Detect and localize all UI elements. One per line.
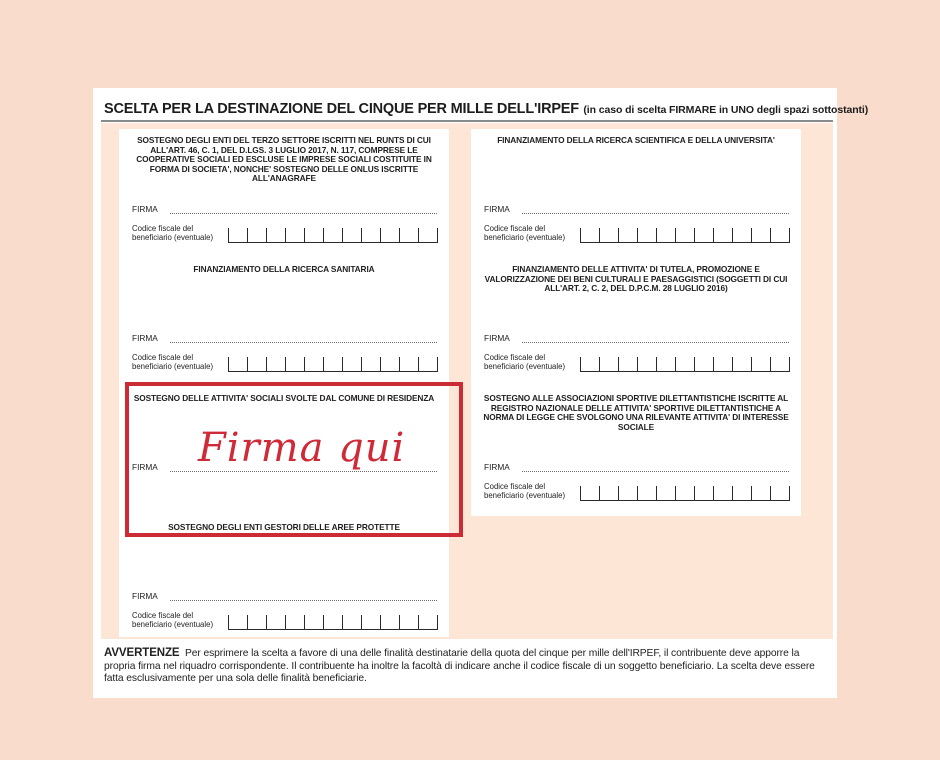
tax-code-row (132, 611, 437, 633)
signature-field[interactable] (132, 333, 437, 345)
firma-label: FIRMA (484, 333, 510, 343)
signature-field[interactable] (132, 591, 437, 603)
tax-code-label: Codice fiscale del beneficiario (eventuale) (132, 224, 214, 242)
warning-note (104, 647, 829, 686)
box-ricerca-sanitaria (119, 258, 449, 387)
box-title: FINANZIAMENTO DELLA RICERCA SCIENTIFICA E DELLA UNIVERSITA' (497, 135, 775, 145)
signature-line[interactable] (522, 342, 789, 343)
form-title-note: (in caso di scelta FIRMARE in UNO degli spazi sottostanti) (583, 104, 869, 116)
tax-code-row (132, 353, 437, 375)
signature-line[interactable] (170, 342, 437, 343)
tax-code-cells[interactable] (228, 615, 438, 630)
firma-label: FIRMA (132, 333, 158, 343)
tax-code-label: Codice fiscale del beneficiario (eventuale) (484, 224, 566, 242)
signature-line[interactable] (522, 213, 789, 214)
tax-code-cells[interactable] (580, 357, 790, 372)
firma-label: FIRMA (484, 204, 510, 214)
tax-code-label: Codice fiscale del beneficiario (eventuale) (132, 611, 214, 629)
tax-code-row (484, 353, 789, 375)
box-ricerca-scientifica (471, 129, 801, 258)
box-beni-culturali (471, 258, 801, 387)
box-associazioni-sportive (471, 387, 801, 516)
box-title: SOSTEGNO DEGLI ENTI GESTORI DELLE AREE PROTETTE (168, 522, 400, 532)
signature-line[interactable] (170, 600, 437, 601)
firma-label: FIRMA (484, 462, 510, 472)
form-title-main: SCELTA PER LA DESTINAZIONE DEL CINQUE PER MILLE DELL'IRPEF (104, 101, 579, 117)
tax-code-label: Codice fiscale del beneficiario (eventuale) (484, 353, 566, 371)
box-title: SOSTEGNO ALLE ASSOCIAZIONI SPORTIVE DILETTANTISTICHE ISCRITTE AL REGISTRO NAZIONALE DELLE ATTIVITA' SPORTIVE DILETTANTISTICHE A NORMA DI LEGGE CHE SVOLGONO UNA RILEVANTE ATTIVITA' DI INTERESSE SOCIALE (483, 393, 789, 432)
sign-here-annotation: Firma qui (198, 425, 406, 471)
tax-code-row (484, 224, 789, 246)
signature-field[interactable] (484, 333, 789, 345)
tax-code-cells[interactable] (228, 357, 438, 372)
box-title: FINANZIAMENTO DELLE ATTIVITA' DI TUTELA, PROMOZIONE E VALORIZZAZIONE DEI BENI CULTURALI E PAESAGGISTICI (SOGGETTI DI CUI ALL'ART. 2, C. 2, DEL D.P.C.M. 28 LUGLIO 2016) (484, 264, 788, 293)
box-title: FINANZIAMENTO DELLA RICERCA SANITARIA (193, 264, 375, 274)
box-title: SOSTEGNO DEGLI ENTI DEL TERZO SETTORE ISCRITTI NEL RUNTS DI CUI ALL'ART. 46, C. 1, DEL D.LGS. 3 LUGLIO 2017, N. 117, COMPRESE LE COOPERATIVE SOCIALI ED ESCLUSE LE IMPRESE SOCIALI COSTITUITE IN FORMA DI SOCIETA', NONCHE' SOSTEGNO DELLE ONLUS ISCRITTE ALL'ANAGRAFE (136, 135, 432, 183)
tax-code-label: Codice fiscale del beneficiario (eventuale) (484, 482, 566, 500)
title-rule (101, 120, 833, 122)
warning-head: AVVERTENZE (104, 647, 180, 659)
tax-code-cells[interactable] (580, 486, 790, 501)
firma-label: FIRMA (132, 591, 158, 601)
tax-code-label: Codice fiscale del beneficiario (eventuale) (132, 353, 214, 371)
signature-line[interactable] (522, 471, 789, 472)
box-title: SOSTEGNO DELLE ATTIVITA' SOCIALI SVOLTE DAL COMUNE DI RESIDENZA (133, 393, 435, 403)
firma-label: FIRMA (132, 462, 158, 472)
tax-code-row (484, 482, 789, 504)
tax-code-row (132, 224, 437, 246)
warning-text: Per esprimere la scelta a favore di una delle finalità destinatarie della quota del cinque per mille dell'IRPEF, il contribuente deve apporre la propria firma nel riquadro corrispondente. Il contribuente ha inoltre la facoltà di indicare anche il codice fiscale di un soggetto beneficiario. La scelta deve essere fatta esclusivamente per una sola delle finalità beneficiarie. (104, 648, 815, 685)
tax-code-cells[interactable] (228, 228, 438, 243)
tax-code-cells[interactable] (580, 228, 790, 243)
form-title (104, 100, 868, 118)
firma-label: FIRMA (132, 204, 158, 214)
box-terzo-settore (119, 129, 449, 258)
signature-field[interactable] (484, 204, 789, 216)
signature-line[interactable] (170, 213, 437, 214)
signature-field[interactable] (132, 204, 437, 216)
signature-field[interactable] (484, 462, 789, 474)
